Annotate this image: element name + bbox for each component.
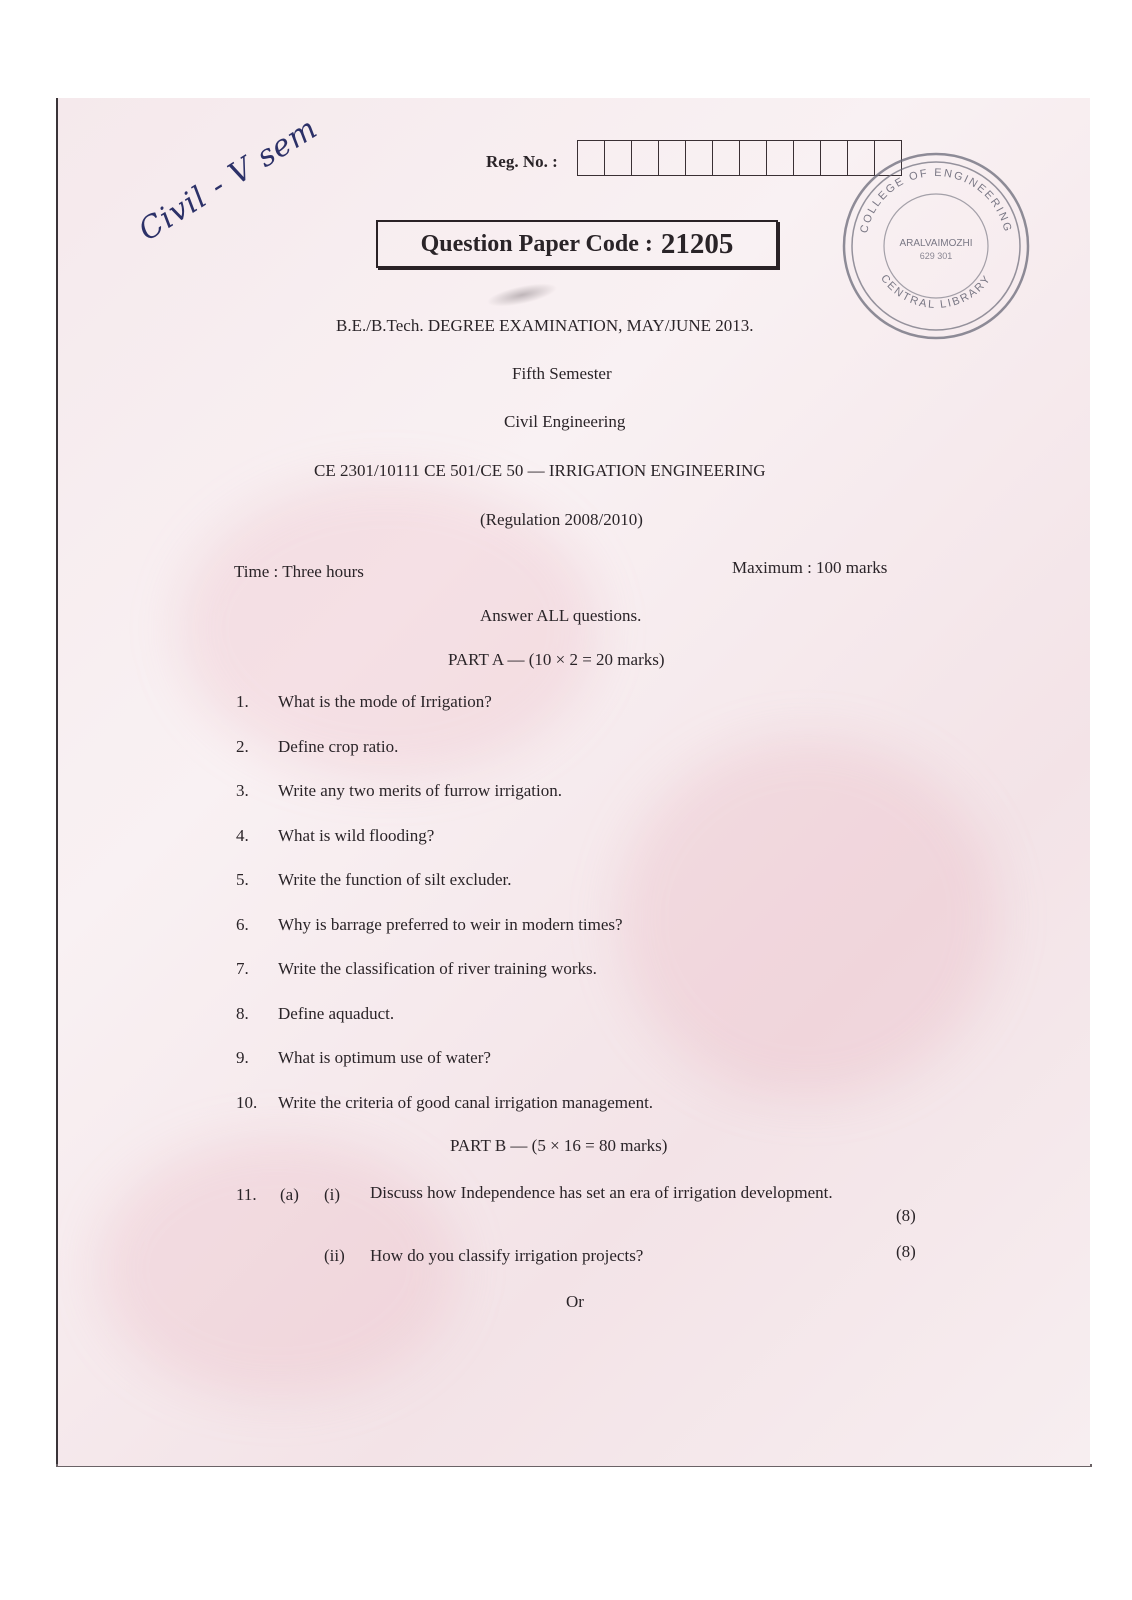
question-paper-sheet	[58, 98, 1090, 1466]
question-number: 4.	[236, 826, 249, 845]
reg-no-digit-box[interactable]	[740, 141, 767, 175]
or-separator: Or	[566, 1292, 584, 1311]
question-text: How do you classify irrigation projects?	[370, 1246, 644, 1265]
subpart-label: (ii)	[324, 1246, 345, 1265]
marks: (8)	[896, 1242, 916, 1261]
reg-no-digit-box[interactable]	[632, 141, 659, 175]
exam-title: B.E./B.Tech. DEGREE EXAMINATION, MAY/JUNE 2013.	[336, 316, 754, 335]
reg-no-digit-box[interactable]	[794, 141, 821, 175]
library-seal-icon	[836, 146, 1036, 346]
question-text: Write the classification of river training works.	[278, 959, 597, 978]
regulation: (Regulation 2008/2010)	[480, 510, 643, 529]
subquestion-label: (a)	[280, 1185, 299, 1204]
question-paper-code-box	[376, 220, 778, 268]
question-text: Why is barrage preferred to weir in modern times?	[278, 915, 623, 934]
question-number: 10.	[236, 1093, 258, 1112]
question-number: 5.	[236, 870, 249, 889]
part-b-title: PART B — (5 × 16 = 80 marks)	[450, 1136, 668, 1155]
question-text: Define crop ratio.	[278, 737, 399, 756]
maximum-marks: Maximum : 100 marks	[732, 558, 888, 577]
question-text: Write any two merits of furrow irrigation.	[278, 781, 562, 800]
question-number: 9.	[236, 1048, 249, 1067]
subpart-label: (i)	[324, 1185, 341, 1204]
question-number: 2.	[236, 737, 249, 756]
svg-text:COLLEGE OF ENGINEERING: COLLEGE OF ENGINEERING	[858, 166, 1014, 235]
ink-smudge	[485, 279, 559, 312]
branch: Civil Engineering	[504, 412, 626, 431]
question-text: What is wild flooding?	[278, 826, 435, 845]
handwritten-note: Civil - V sem	[132, 110, 325, 249]
reg-no-digit-box[interactable]	[713, 141, 740, 175]
marks: (8)	[896, 1206, 916, 1225]
semester: Fifth Semester	[512, 364, 612, 383]
question-text: Write the criteria of good canal irrigation management.	[278, 1093, 654, 1112]
question-text: Define aquaduct.	[278, 1004, 395, 1023]
question-text: What is the mode of Irrigation?	[278, 692, 492, 711]
reg-no-digit-box[interactable]	[767, 141, 794, 175]
reg-no-digit-box[interactable]	[659, 141, 686, 175]
reg-no-digit-box[interactable]	[686, 141, 713, 175]
svg-text:ARALVAIMOZHI: ARALVAIMOZHI	[899, 238, 973, 249]
subject-title: CE 2301/10111 CE 501/CE 50 — IRRIGATION ENGINEERING	[314, 461, 766, 480]
question-text: What is optimum use of water?	[278, 1048, 491, 1067]
reg-no-digit-box[interactable]	[605, 141, 632, 175]
question-text: Discuss how Independence has set an era of irrigation development.	[370, 1183, 833, 1202]
paper-code-label: Question Paper Code :	[420, 230, 653, 257]
svg-text:CENTRAL LIBRARY: CENTRAL LIBRARY	[878, 272, 994, 311]
stain	[618, 738, 998, 1098]
paper-code-value: 21205	[660, 227, 734, 260]
question-number: 6.	[236, 915, 249, 934]
reg-no-digit-box[interactable]	[578, 141, 605, 175]
question-number: 3.	[236, 781, 249, 800]
question-number: 7.	[236, 959, 249, 978]
part-a-title: PART A — (10 × 2 = 20 marks)	[448, 650, 665, 669]
svg-text:629 301: 629 301	[919, 251, 953, 261]
question-text: Write the function of silt excluder.	[278, 870, 512, 889]
question-number: 8.	[236, 1004, 249, 1023]
question-number: 11.	[236, 1185, 257, 1204]
reg-no-label: Reg. No. :	[486, 152, 558, 171]
duration: Time : Three hours	[234, 562, 364, 581]
question-number: 1.	[236, 692, 249, 711]
stain	[98, 1138, 458, 1398]
instruction: Answer ALL questions.	[480, 606, 642, 625]
